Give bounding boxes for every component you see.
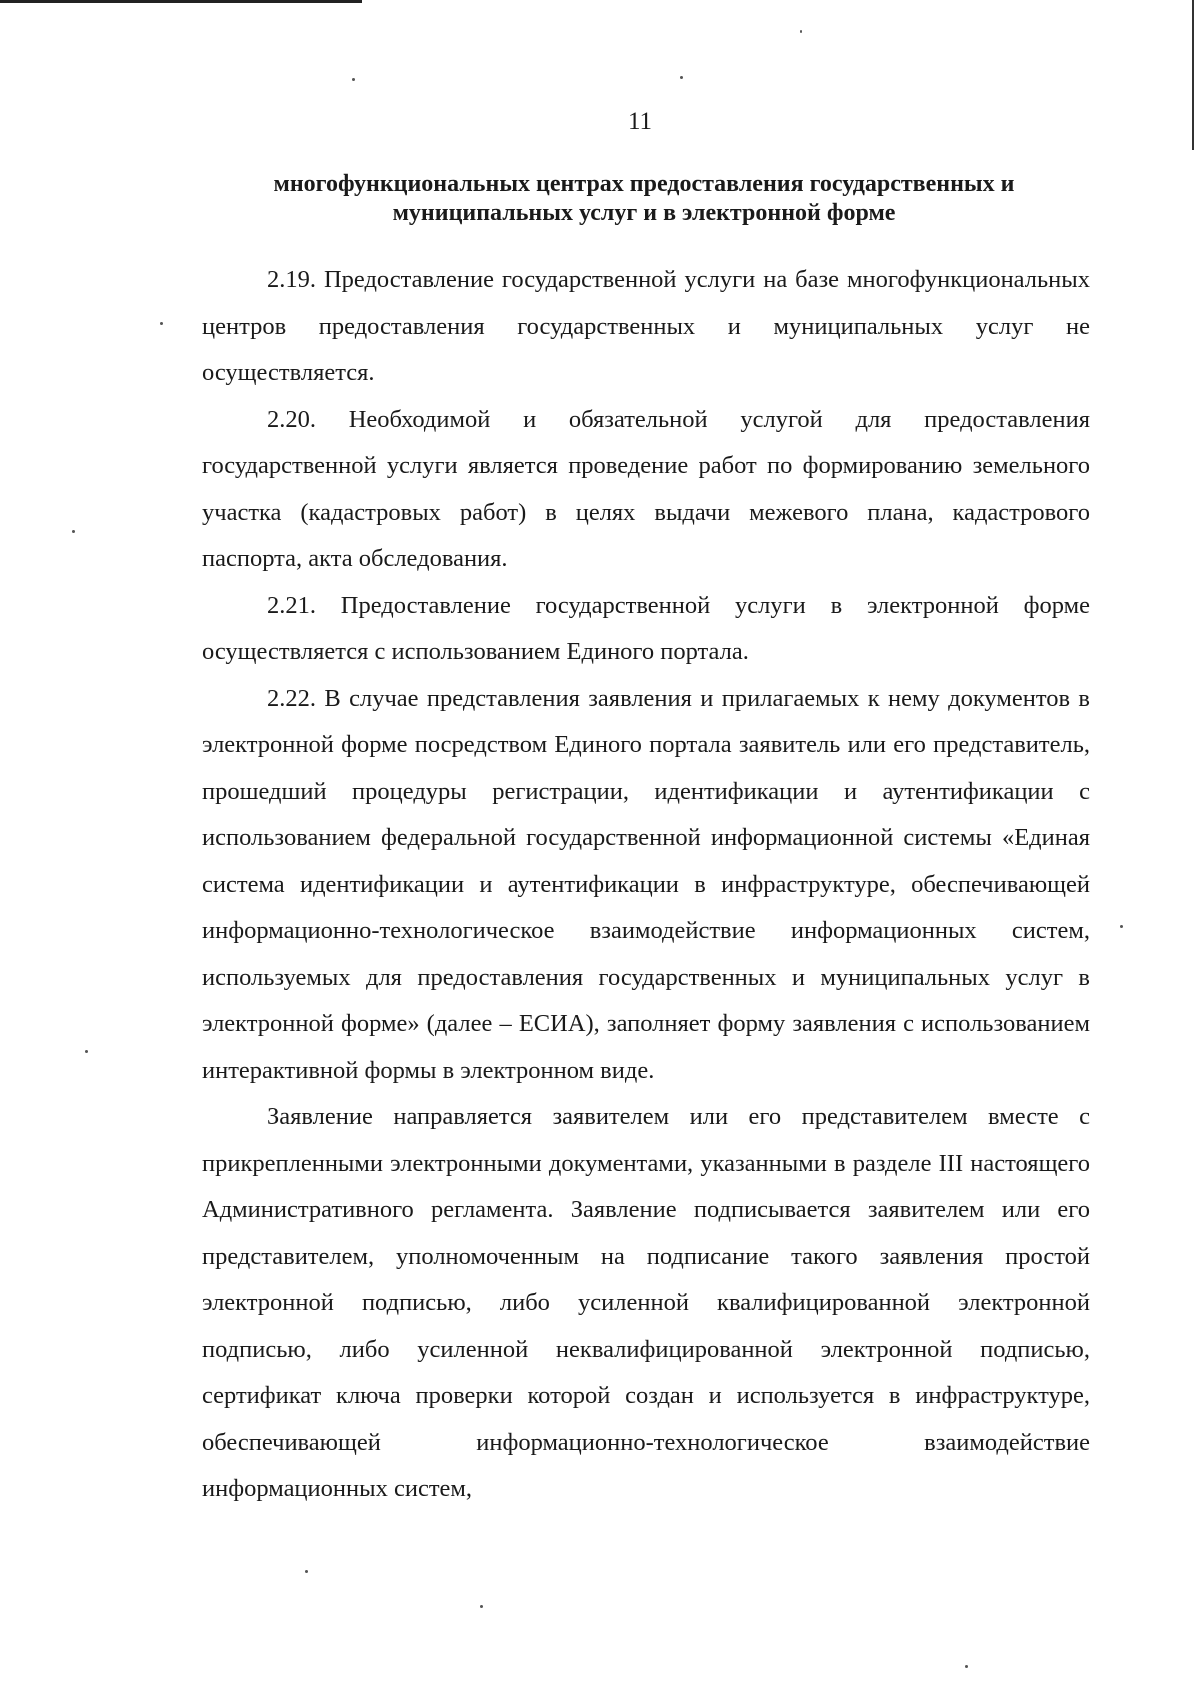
paragraph-application-signing: Заявление направляется заявителем или его представителем вместе с прикрепленными электронными документами, указанными в разделе III настоящего Административного регламента. Заявление подписывается заявителем или его представителем, уполномоченным на подписание такого заявления простой электронной подписью, либо усиленной квалифицированной электронной подписью, либо усиленной неквалифицированной электронной подписью, сертификат ключа проверки которой создан и используется в инфраструктуре, обеспечивающей информационно-технологическое взаимодействие информационных систем,: [202, 1103, 1090, 1502]
top-edge-rule: [0, 0, 362, 3]
paragraph-2-19: 2.19. Предоставление государственной услуги на базе многофункциональных центров предоставления государственных и муниципальных услуг не осуществляется.: [202, 266, 1090, 386]
paragraph-2-22: 2.22. В случае представления заявления и прилагаемых к нему документов в электронной форме посредством Единого портала заявитель или его представитель, прошедший процедуры регистрации, идентификации и аутентификации с использованием федеральной государственной информационной системы «Единая система идентификации и аутентификации в инфраструктуре, обеспечивающей информационно-технологическое взаимодействие информационных систем, используемых для предоставления государственных и муниципальных услуг в электронной форме» (далее – ЕСИА), заполняет форму заявления с использованием интерактивной формы в электронном виде.: [202, 684, 1090, 1084]
scan-speck: [305, 1570, 308, 1573]
paragraph-2-20: 2.20. Необходимой и обязательной услугой для предоставления государственной услуги является проведение работ по формированию земельного участка (кадастровых работ) в целях выдачи межевого плана, кадастрового паспорта, акта обследования.: [202, 405, 1090, 572]
document-body: [202, 257, 1090, 1513]
scan-speck: [72, 530, 75, 533]
section-heading: многофункциональных центрах предоставления государственных и муниципальных услуг и в электронной форме: [273, 171, 1015, 226]
scan-speck: [1120, 925, 1123, 928]
scan-speck: [965, 1665, 968, 1668]
scan-speck: [85, 1050, 88, 1053]
scan-speck: [160, 322, 163, 325]
scan-speck: [680, 76, 683, 79]
scan-speck: [352, 78, 355, 81]
scan-speck: [480, 1605, 483, 1608]
paragraph-2-21: 2.21. Предоставление государственной услуги в электронной форме осуществляется с использованием Единого портала.: [202, 591, 1090, 665]
scan-speck: [800, 30, 802, 33]
page-number: 11: [627, 108, 653, 135]
